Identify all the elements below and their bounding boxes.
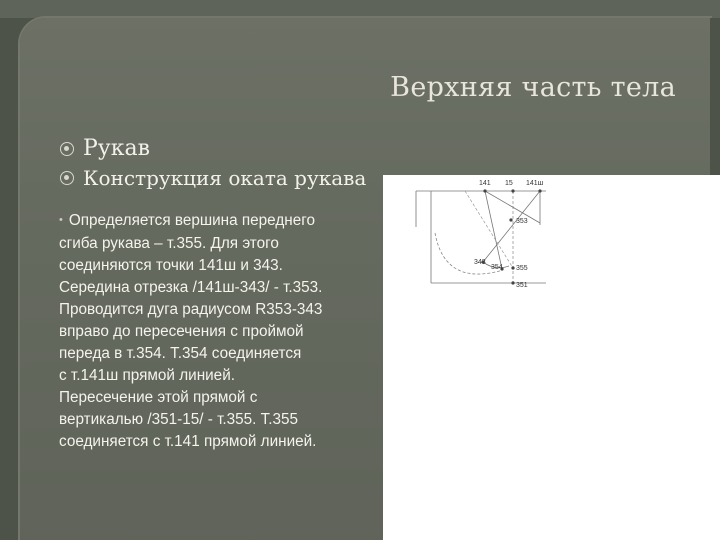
label-15: 15	[505, 180, 513, 187]
bullet-text: Конструкция оката рукава	[83, 166, 367, 190]
label-141: 141	[479, 180, 491, 187]
small-bullet-icon: •	[59, 214, 63, 226]
bullet-sleeve-cap-construction	[60, 166, 366, 190]
paragraph-line: вертикалью /351-15/ - т.355. Т.355	[59, 411, 299, 428]
line-141-353	[485, 191, 540, 223]
label-354: 354	[491, 264, 503, 271]
diagram-svg	[383, 175, 720, 540]
line-141-355	[485, 191, 502, 269]
bullet-sleeve	[60, 136, 150, 161]
paragraph-line: соединяется с т.141 прямой линией.	[59, 433, 317, 450]
point-15	[511, 189, 514, 192]
slide-title: Верхняя часть тела	[390, 72, 676, 103]
label-353: 353	[516, 218, 528, 225]
label-351: 351	[516, 282, 528, 289]
paragraph-line: вправо до пересечения с проймой	[59, 323, 304, 340]
ring-bullet-icon	[60, 142, 74, 156]
paragraph-line: Пересечение этой прямой с	[59, 389, 258, 406]
point-141sh	[538, 189, 541, 192]
ring-bullet-icon	[60, 171, 74, 185]
label-343: 343	[474, 259, 486, 266]
description-paragraph	[59, 210, 389, 453]
point-351	[511, 281, 514, 284]
point-141	[483, 189, 486, 192]
dashed-diagonal	[465, 191, 513, 268]
bullet-text: Рукав	[83, 136, 150, 161]
label-355: 355	[516, 265, 528, 272]
point-353	[509, 218, 512, 221]
paragraph-line: соединяются точки 141ш и 343.	[59, 257, 283, 274]
point-355	[511, 266, 514, 269]
paragraph-line: Середина отрезка /141ш-343/ - т.353.	[59, 279, 323, 296]
sleeve-cap-diagram	[383, 175, 720, 540]
paragraph-line: Проводится дуга радиусом R353-343	[59, 301, 323, 318]
paragraph-line: с т.141ш прямой линией.	[59, 367, 235, 384]
paragraph-line: переда в т.354. Т.354 соединяется	[59, 345, 302, 362]
paragraph-line: сгиба рукава – т.355. Для этого	[59, 235, 279, 252]
line-141sh-343	[483, 191, 540, 262]
label-141sh: 141ш	[526, 180, 544, 187]
paragraph-line: • Определяется вершина переднего	[59, 210, 389, 233]
